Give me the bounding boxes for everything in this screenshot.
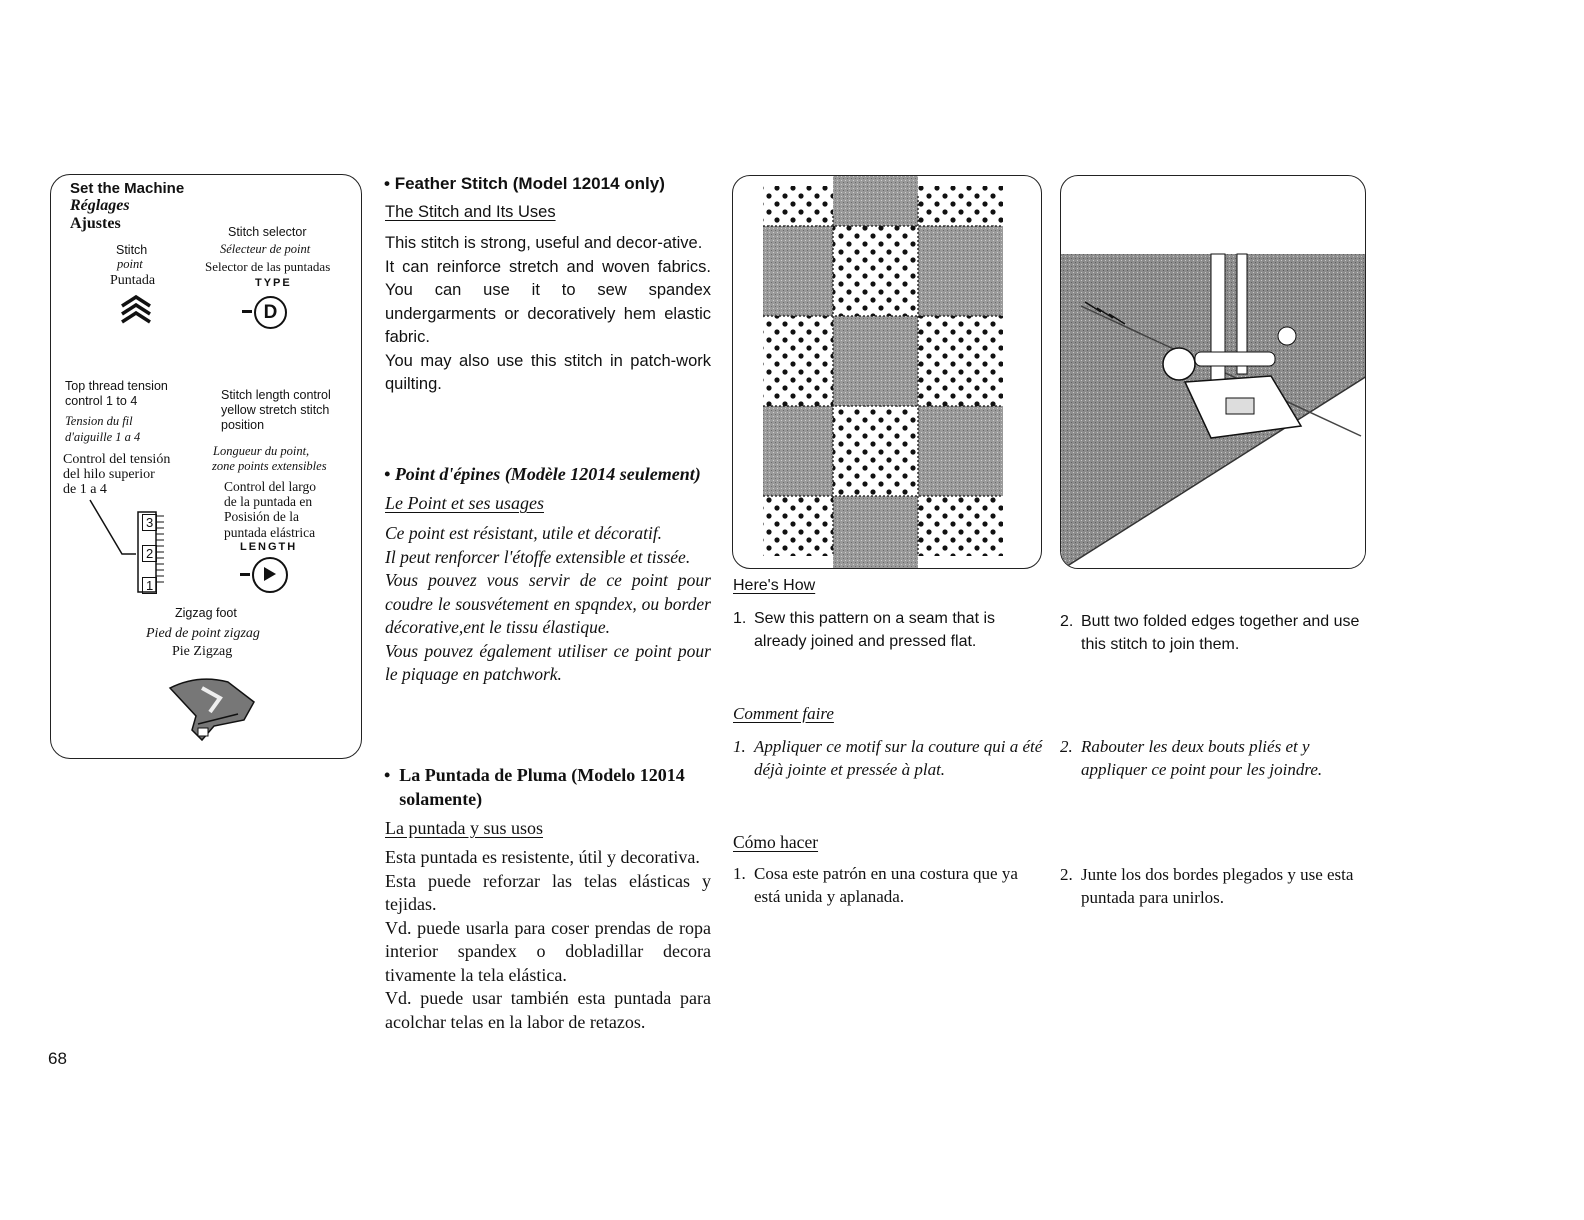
howto-fr-title: Comment faire bbox=[733, 704, 834, 723]
type-value: D bbox=[254, 296, 287, 329]
french-p4: Vous pouvez également utiliser ce point pour le piquage en patchwork. bbox=[385, 640, 711, 684]
page-number: 68 bbox=[48, 1049, 67, 1068]
length-fr-2: zone points extensibles bbox=[212, 459, 327, 473]
english-p3: You may also use this stitch in patch-work quilting. bbox=[385, 351, 711, 393]
spanish-subheading: La puntada y sus usos bbox=[385, 818, 543, 838]
french-p3: Vous pouvez vous servir de ce point pour coudre le sousvétement en spqndex, ou border décorative,ent le tissu élastique. bbox=[385, 570, 711, 637]
foot-en: Zigzag foot bbox=[175, 606, 237, 620]
spanish-heading: • La Puntada de Pluma (Modelo 12014 solamente) bbox=[384, 764, 714, 811]
howto-es-step2-text: Junte los dos bordes plegados y use esta puntada para unirlos. bbox=[1081, 865, 1354, 907]
howto-es-step2 bbox=[1060, 863, 1370, 909]
length-es-4: puntada elástrica bbox=[224, 525, 316, 540]
spanish-p1: Esta puntada es resistente, útil y decorativa. bbox=[385, 847, 700, 867]
spanish-p4: Vd. puede usar también esta puntada para acolchar telas en la labor de retazos. bbox=[385, 988, 711, 1032]
english-subheading: The Stitch and Its Uses bbox=[385, 203, 556, 221]
length-es-1: Control del largo bbox=[224, 479, 316, 494]
howto-fr-step2-text: Rabouter les deux bouts pliés et y appliquer ce point pour les joindre. bbox=[1081, 737, 1323, 779]
tension-es-3: de 1 a 4 bbox=[63, 482, 107, 497]
howto-en-step1-text: Sew this pattern on a seam that is already joined and pressed flat. bbox=[754, 610, 996, 650]
tension-en-1: Top thread tension bbox=[65, 379, 168, 393]
howto-es-step1-text: Cosa este patrón en una costura que ya está unida y aplanada. bbox=[754, 864, 1018, 906]
presser-foot-illustration bbox=[1061, 176, 1366, 569]
howto-es-title: Cómo hacer bbox=[733, 832, 819, 852]
howto-en-step2 bbox=[1060, 610, 1370, 656]
tension-es-2: del hilo superior bbox=[63, 467, 155, 482]
howto-fr-step2 bbox=[1060, 735, 1370, 781]
length-es-2: de la puntada en bbox=[224, 494, 313, 509]
spanish-p2: Esta puede reforzar las telas elásticas y tejidas. bbox=[385, 870, 711, 914]
length-fr-1: Longueur du point, bbox=[213, 444, 310, 458]
howto-es-step1-num: 1. bbox=[733, 864, 746, 883]
howto-en-step2-num: 2. bbox=[1060, 613, 1074, 630]
stitch-label-fr: point bbox=[117, 257, 143, 271]
howto-fr-step2-num: 2. bbox=[1060, 737, 1073, 756]
play-arrow-icon bbox=[262, 565, 278, 583]
howto-en-step2-text: Butt two folded edges together and use this stitch to join them. bbox=[1081, 613, 1360, 653]
stitch-label-en: Stitch bbox=[116, 243, 148, 257]
french-subheading: Le Point et ses usages bbox=[385, 493, 544, 513]
english-heading: • Feather Stitch (Model 12014 only) bbox=[384, 174, 665, 193]
stitch-length-dial bbox=[240, 555, 300, 595]
settings-title-es: Ajustes bbox=[70, 215, 121, 232]
type-label: TYPE bbox=[255, 277, 292, 289]
selector-label-fr: Sélecteur de point bbox=[220, 242, 311, 256]
foot-es: Pie Zigzag bbox=[172, 644, 233, 659]
settings-title-fr: Réglages bbox=[70, 197, 130, 214]
french-heading-text: Point d'épines (Modèle 12014 seulement) bbox=[394, 464, 701, 484]
howto-en-step1 bbox=[733, 607, 1043, 653]
french-p1: Ce point est résistant, utile et décoratif. bbox=[385, 523, 663, 543]
english-heading-text: Feather Stitch (Model 12014 only) bbox=[394, 174, 665, 193]
stitch-selector-dial bbox=[242, 294, 302, 330]
selector-label-en: Stitch selector bbox=[228, 225, 307, 239]
spanish-p3: Vd. puede usarla para coser prendas de ropa interior spandex o dobladillar decora tivamente la tela elástica. bbox=[385, 917, 711, 985]
length-label: LENGTH bbox=[240, 541, 298, 553]
length-es-3: Posisión de la bbox=[224, 509, 300, 524]
howto-fr-step1-num: 1. bbox=[733, 737, 746, 756]
tension-fr-2: d'aiguille 1 a 4 bbox=[65, 430, 141, 444]
length-en-3: position bbox=[221, 418, 265, 432]
french-heading: • Point d'épines (Modèle 12014 seulement) bbox=[384, 464, 701, 484]
patchwork-figure bbox=[732, 175, 1042, 569]
howto-en-title: Here's How bbox=[733, 577, 816, 594]
howto-es-step1 bbox=[733, 862, 1048, 908]
settings-title-en: Set the Machine bbox=[70, 180, 185, 197]
tension-es-1: Control del tensión bbox=[63, 452, 171, 467]
foot-fr: Pied de point zigzag bbox=[146, 626, 260, 641]
howto-fr-step1-text: Appliquer ce motif sur la couture qui a été déjà jointe et pressée à plat. bbox=[754, 737, 1043, 779]
tension-dial-2: 2 bbox=[142, 545, 157, 562]
tension-dial-3: 3 bbox=[142, 514, 157, 531]
patchwork-quilt-illustration bbox=[733, 176, 1042, 569]
english-p2: It can reinforce stretch and woven fabrics. You can use it to sew spandex undergarments or decoratively hem elastic fabric. bbox=[385, 257, 711, 346]
tension-fr-1: Tension du fil bbox=[65, 414, 133, 428]
stitch-label-es: Puntada bbox=[110, 273, 156, 288]
sewing-figure bbox=[1060, 175, 1366, 569]
tension-en-2: control 1 to 4 bbox=[65, 394, 138, 408]
spanish-heading-text: La Puntada de Pluma (Modelo 12014 solamente) bbox=[399, 765, 685, 809]
howto-fr-step1 bbox=[733, 735, 1043, 781]
selector-label-es: Selector de las puntadas bbox=[205, 259, 331, 274]
length-en-1: Stitch length control bbox=[221, 388, 331, 402]
tension-dial-pointer bbox=[88, 498, 178, 594]
tension-dial-1: 1 bbox=[142, 577, 157, 594]
howto-en-step1-num: 1. bbox=[733, 610, 747, 627]
english-p1: This stitch is strong, useful and decor-ative. bbox=[385, 234, 703, 252]
feather-stitch-icon bbox=[118, 294, 154, 326]
zigzag-foot-illustration bbox=[158, 668, 268, 748]
french-p2: Il peut renforcer l'étoffe extensible et tissée. bbox=[385, 546, 691, 567]
length-en-2: yellow stretch stitch bbox=[221, 403, 330, 417]
howto-es-step2-num: 2. bbox=[1060, 865, 1073, 884]
